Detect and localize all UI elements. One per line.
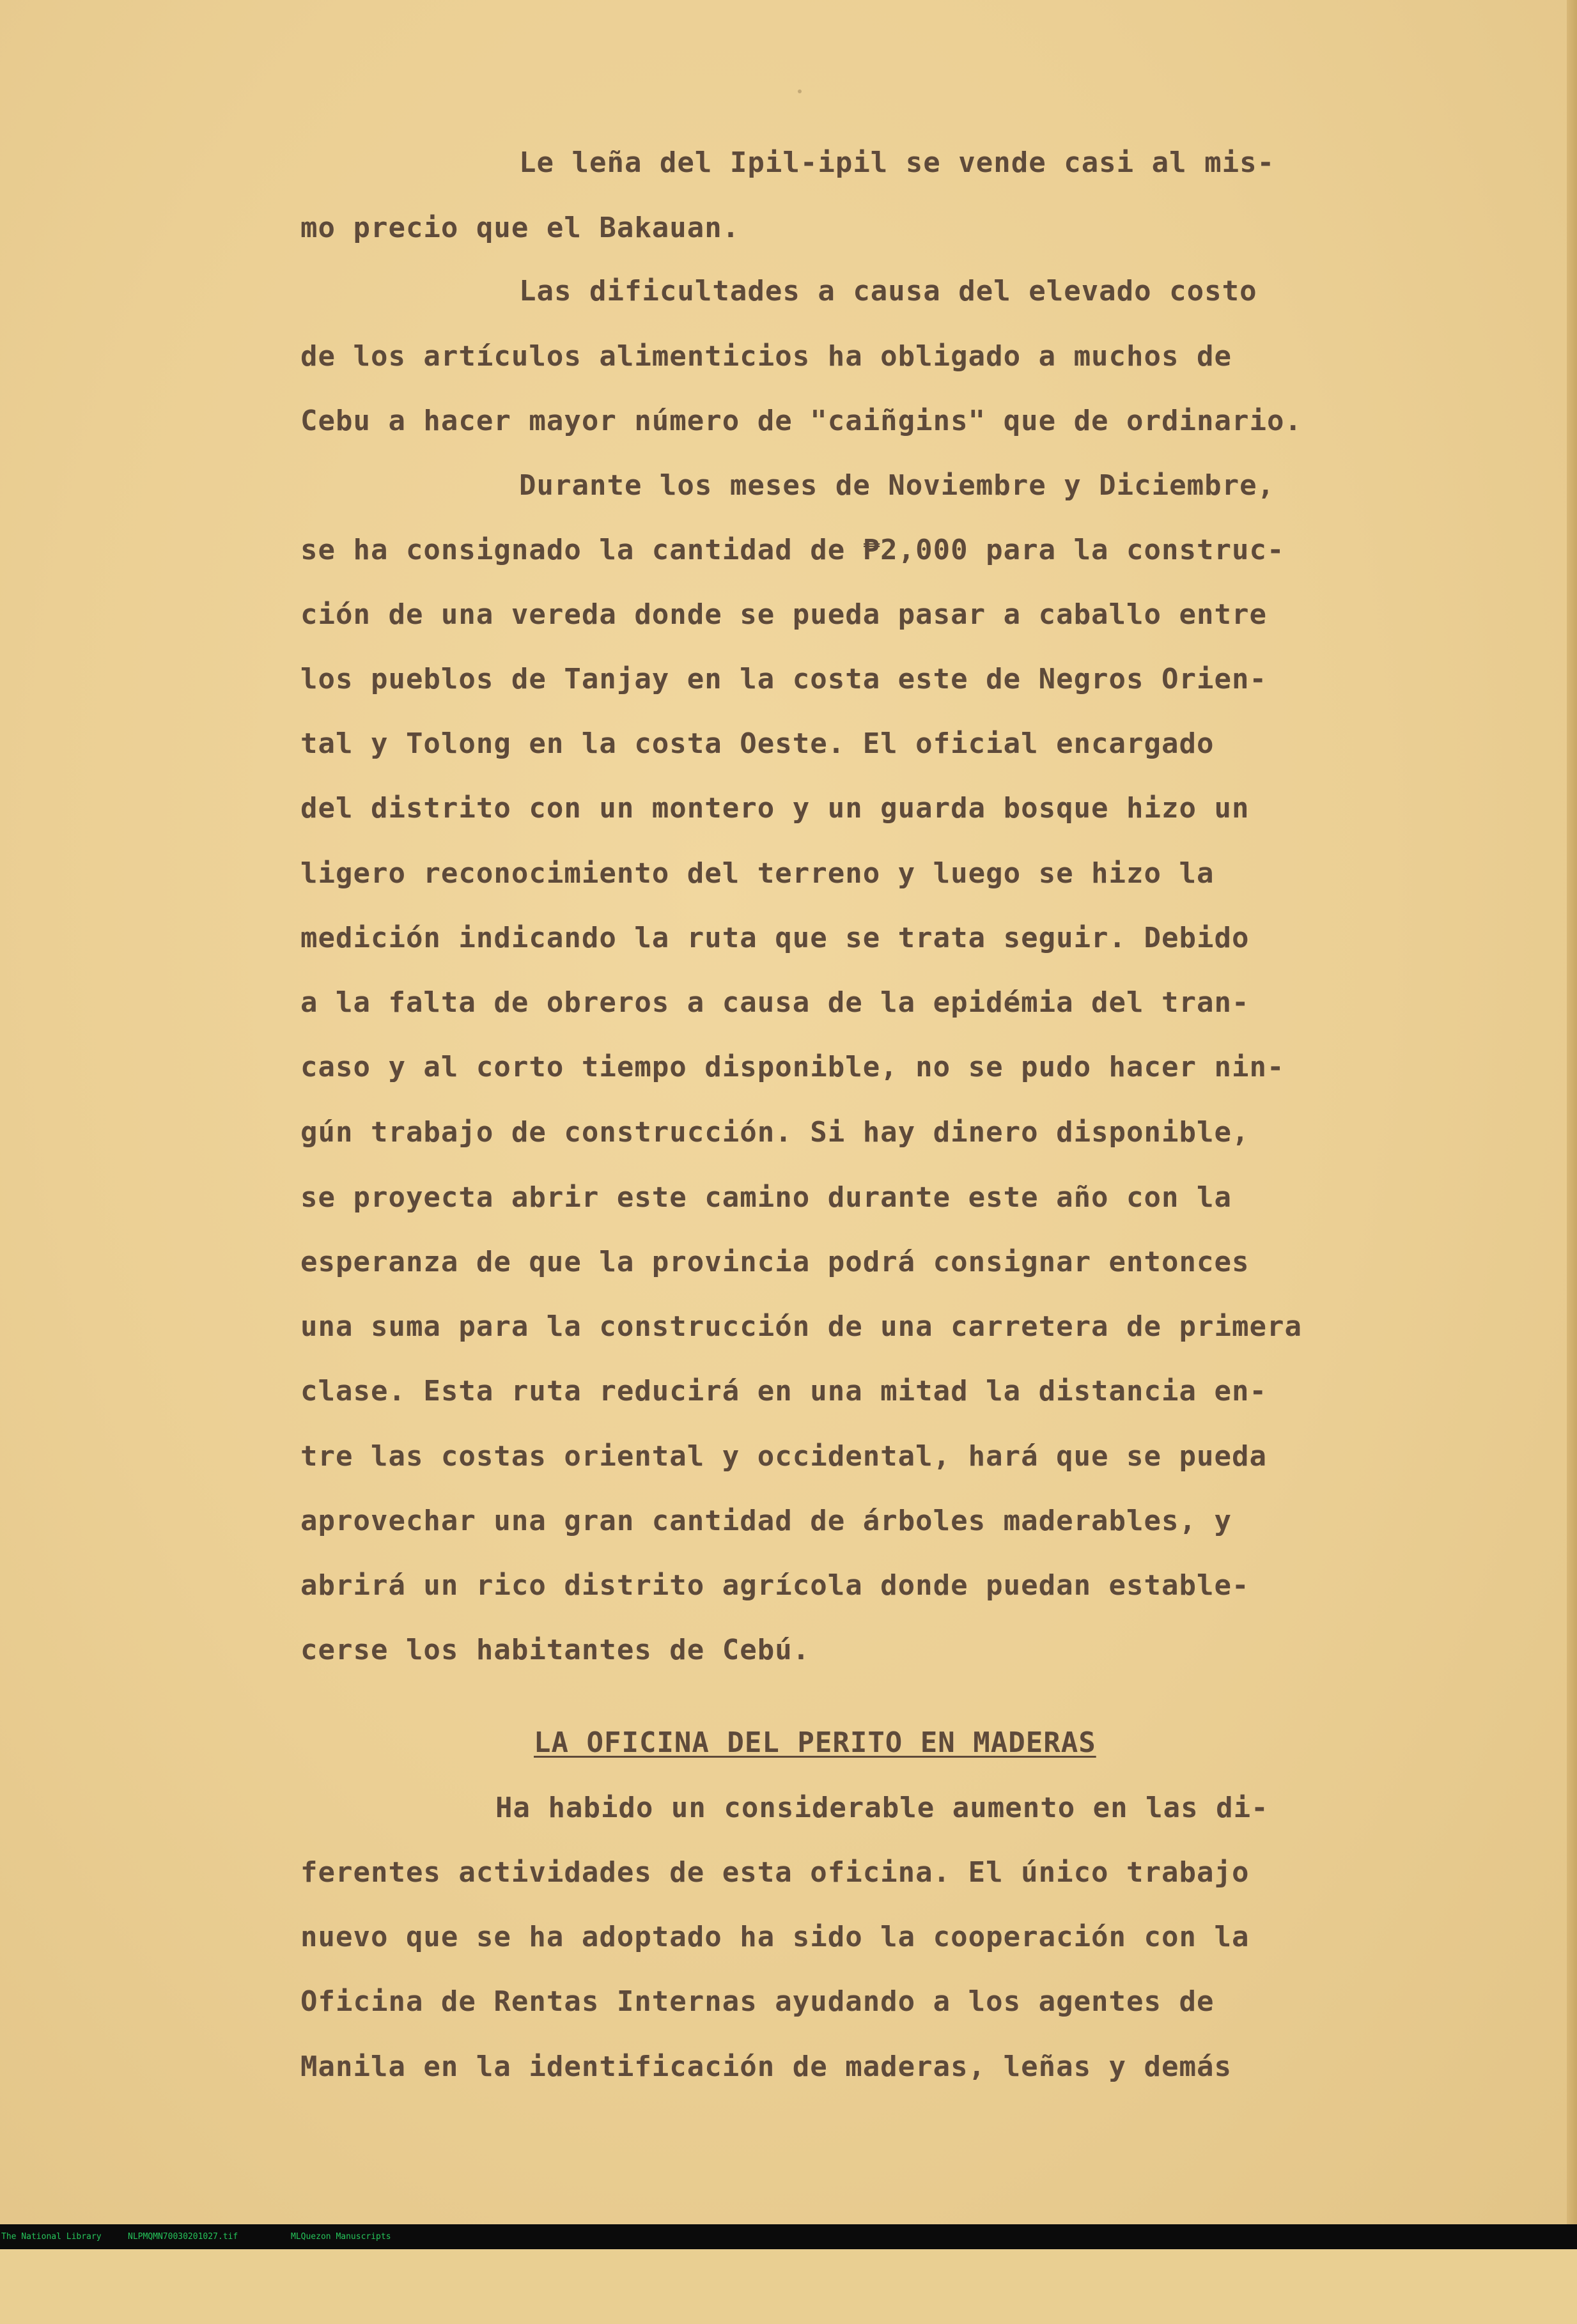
text-line: se proyecta abrir este camino durante este año con la [300,1181,1232,1214]
section-heading: LA OFICINA DEL PERITO EN MADERAS [534,1726,1096,1759]
text-line: medición indicando la ruta que se trata seguir. Debido [300,922,1250,954]
text-line: Durante los meses de Noviembre y Diciembre, [519,469,1275,502]
text-line: ligero reconocimiento del terreno y luego se hizo la [300,857,1215,890]
text-line: Manila en la identificación de maderas, leñas y demás [300,2050,1232,2083]
footer-collection: MLQuezon Manuscripts [291,2232,391,2242]
text-line: de los artículos alimenticios ha obligado a muchos de [300,340,1232,373]
text-line: nuevo que se ha adoptado ha sido la cooperación con la [300,1921,1250,1953]
text-line: aprovechar una gran cantidad de árboles maderables, y [300,1505,1232,1537]
text-line: mo precio que el Bakauan. [300,212,740,244]
text-line: del distrito con un montero y un guarda bosque hizo un [300,792,1250,825]
paper-speck [798,89,802,93]
text-line: cerse los habitantes de Cebú. [300,1634,811,1666]
text-line: Ha habido un considerable aumento en las di- [495,1792,1269,1824]
text-line: a la falta de obreros a causa de la epidémia del tran- [300,986,1250,1019]
text-line: Le leña del Ipil-ipil se vende casi al mis- [519,146,1275,179]
text-line: Oficina de Rentas Internas ayudando a los agentes de [300,1985,1215,2018]
text-line: abrirá un rico distrito agrícola donde puedan estable- [300,1569,1250,1602]
text-line: ferentes actividades de esta oficina. El único trabajo [300,1856,1250,1889]
text-line: una suma para la construcción de una carretera de primera [300,1310,1302,1343]
text-line: los pueblos de Tanjay en la costa este de Negros Orien- [300,663,1267,695]
text-line: se ha consignado la cantidad de ₱2,000 para la construc- [300,534,1285,566]
text-line: ción de una vereda donde se pueda pasar a caballo entre [300,598,1267,631]
footer-library: The National Library [1,2232,102,2242]
text-line: caso y al corto tiempo disponible, no se pudo hacer nin- [300,1051,1285,1083]
text-line: Las dificultades a causa del elevado costo [519,275,1257,307]
text-line: tre las costas oriental y occidental, hará que se pueda [300,1440,1267,1473]
footer-filename: NLPMQMN70030201027.tif [128,2232,238,2242]
text-line: clase. Esta ruta reducirá en una mitad la distancia en- [300,1375,1267,1407]
text-line: tal y Tolong en la costa Oeste. El oficial encargado [300,727,1215,760]
page-edge [1567,0,1577,2224]
text-line: Cebu a hacer mayor número de "caiñgins" que de ordinario. [300,405,1302,437]
scan-footer [0,2224,1577,2249]
text-line: gún trabajo de construcción. Si hay dinero disponible, [300,1116,1250,1149]
text-line: esperanza de que la provincia podrá consignar entonces [300,1246,1250,1278]
